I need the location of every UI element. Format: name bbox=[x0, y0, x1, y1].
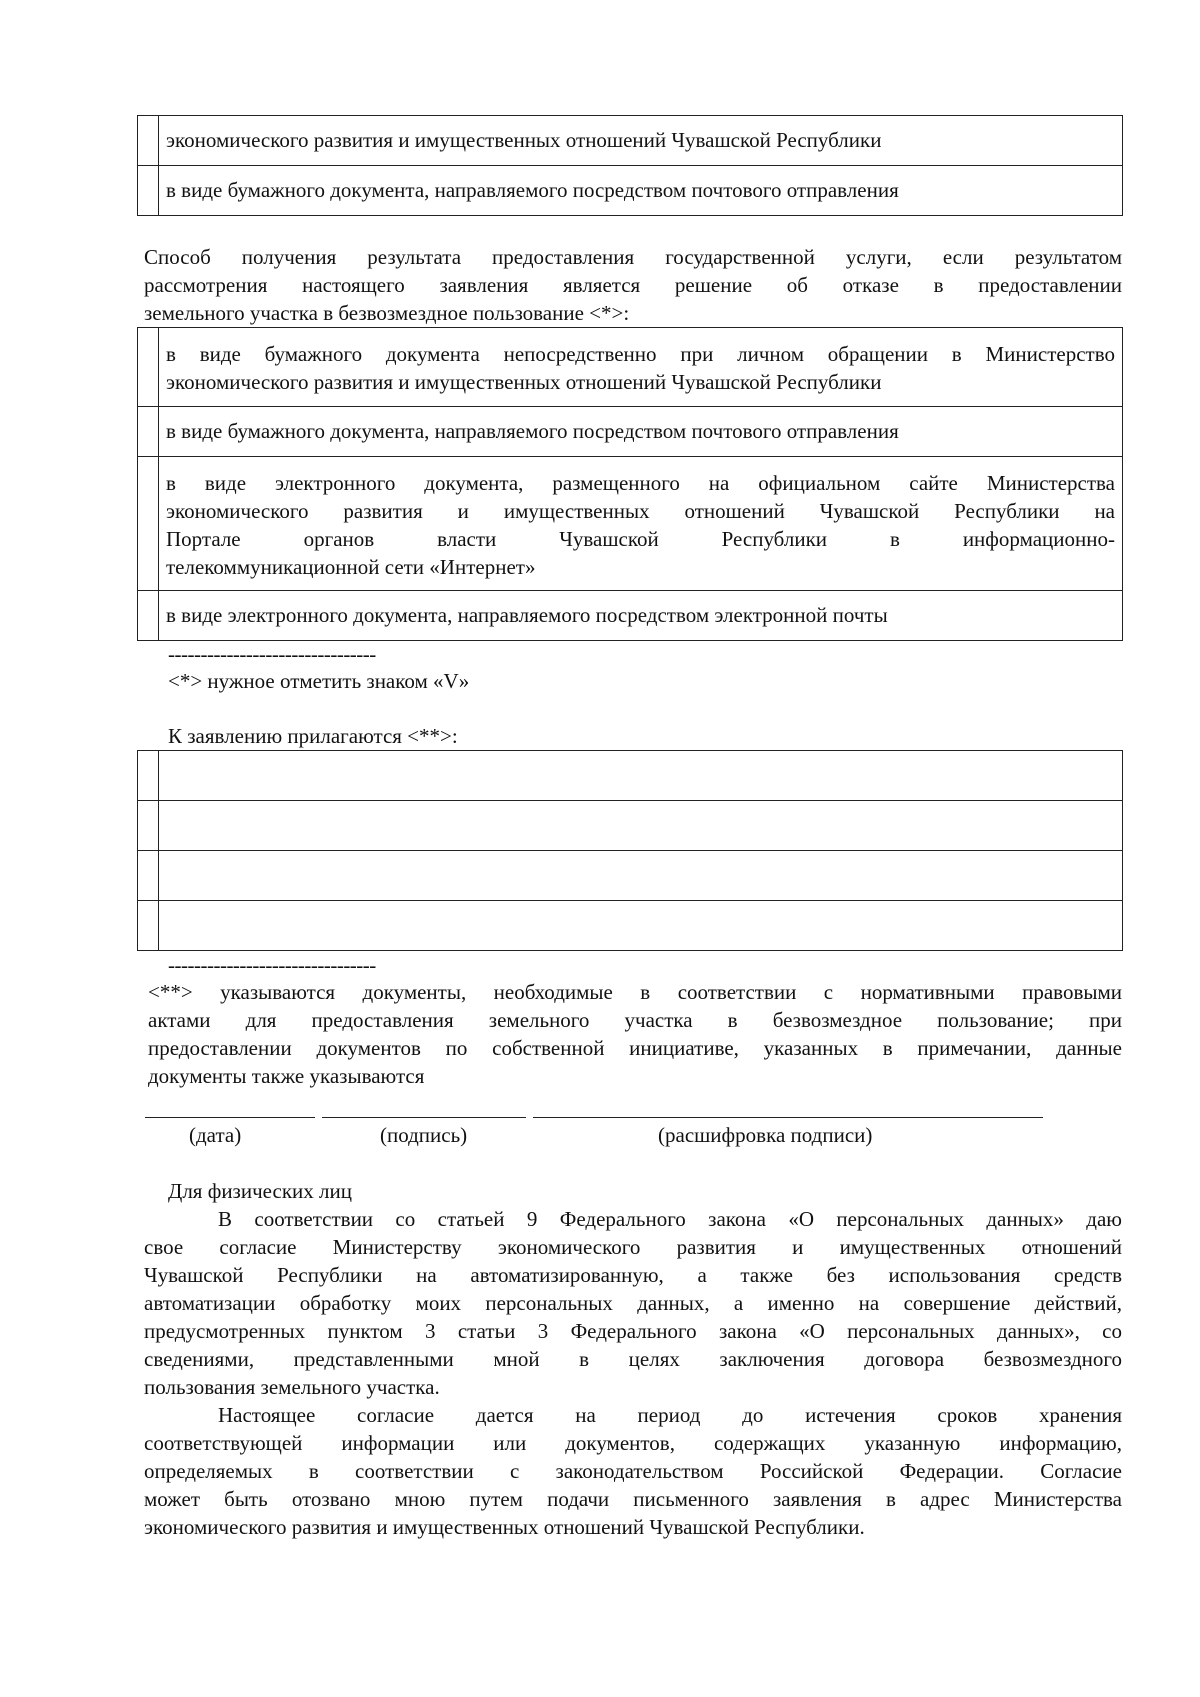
footnote-line: актами для предоставления земельного участка в безвозмездное пользование; при bbox=[148, 1008, 1122, 1032]
individuals-heading: Для физических лиц bbox=[168, 1179, 352, 1203]
date-caption: (дата) bbox=[189, 1123, 242, 1147]
consent-line: экономического развития и имущественных отношений Чувашской Республики. bbox=[144, 1515, 865, 1539]
footnote-check-mark: <*> нужное отметить знаком «V» bbox=[168, 669, 470, 693]
option-text: в виде бумажного документа, направляемого посредством почтового отправления bbox=[159, 407, 1123, 457]
consent-line: сведениями, представленными мной в целях заключения договора безвозмездного bbox=[144, 1347, 1122, 1371]
checkbox-cell[interactable] bbox=[138, 801, 159, 851]
checkbox-cell[interactable] bbox=[138, 751, 159, 801]
option-line: телекоммуникационной сети «Интернет» bbox=[166, 555, 536, 579]
result-method-options-table bbox=[137, 327, 1123, 641]
intro-line: рассмотрения настоящего заявления является решение об отказе в предоставлении bbox=[144, 273, 1122, 297]
option-line: в виде бумажного документа непосредственно при личном обращении в Министерство bbox=[166, 342, 1115, 366]
attachments-label: К заявлению прилагаются <**>: bbox=[168, 724, 458, 748]
signature-line bbox=[322, 1117, 526, 1118]
checkbox-cell[interactable] bbox=[138, 166, 159, 216]
option-text: в виде бумажного документа, направляемого посредством почтового отправления bbox=[159, 166, 1123, 216]
date-line bbox=[145, 1117, 315, 1118]
result-method-intro bbox=[144, 243, 1122, 327]
option-text bbox=[159, 457, 1123, 591]
consent-line: предусмотренных пунктом 3 статьи 3 Федерального закона «О персональных данных», со bbox=[144, 1319, 1122, 1343]
footnote-line: предоставлении документов по собственной инициативе, указанных в примечании, данные bbox=[148, 1036, 1122, 1060]
table-row bbox=[138, 407, 1123, 457]
checkbox-cell[interactable] bbox=[138, 116, 159, 166]
consent-line: автоматизации обработку моих персональных данных, а именно на совершение действий, bbox=[144, 1291, 1122, 1315]
intro-line: Способ получения результата предоставления государственной услуги, если результатом bbox=[144, 245, 1122, 269]
footnote-separator: -------------------------------- bbox=[168, 953, 376, 977]
option-line: Портале органов власти Чувашской Республики в информационно- bbox=[166, 527, 1115, 551]
consent-line: может быть отозвано мною путем подачи письменного заявления в адрес Министерства bbox=[144, 1487, 1122, 1511]
attachment-entry-cell[interactable] bbox=[159, 901, 1123, 951]
table-row bbox=[138, 901, 1123, 951]
attachment-entry-cell[interactable] bbox=[159, 751, 1123, 801]
footnote-attachments bbox=[148, 978, 1122, 1090]
consent-paragraph-1 bbox=[144, 1205, 1122, 1401]
consent-line: определяемых в соответствии с законодательством Российской Федерации. Согласие bbox=[144, 1459, 1122, 1483]
option-line: экономического развития и имущественных отношений Чувашской Республики на bbox=[166, 499, 1115, 523]
checkbox-cell[interactable] bbox=[138, 901, 159, 951]
option-line: в виде электронного документа, размещенного на официальном сайте Министерства bbox=[166, 471, 1115, 495]
option-text bbox=[159, 328, 1123, 407]
table-row bbox=[138, 116, 1123, 166]
option-text: в виде электронного документа, направляемого посредством электронной почты bbox=[159, 591, 1123, 641]
table-row bbox=[138, 751, 1123, 801]
intro-line: земельного участка в безвозмездное пользование <*>: bbox=[144, 301, 630, 325]
table-row bbox=[138, 591, 1123, 641]
consent-line: свое согласие Министерству экономического развития и имущественных отношений bbox=[144, 1235, 1122, 1259]
table-row bbox=[138, 801, 1123, 851]
table-row bbox=[138, 851, 1123, 901]
attachment-entry-cell[interactable] bbox=[159, 851, 1123, 901]
attachment-entry-cell[interactable] bbox=[159, 801, 1123, 851]
signature-decode-caption: (расшифровка подписи) bbox=[658, 1123, 873, 1147]
table-row bbox=[138, 457, 1123, 591]
consent-line: В соответствии со статьей 9 Федерального закона «О персональных данных» даю bbox=[218, 1207, 1122, 1231]
footnote-line: документы также указываются bbox=[148, 1064, 425, 1088]
footnote-line: <**> указываются документы, необходимые в соответствии с нормативными правовыми bbox=[148, 980, 1122, 1004]
consent-paragraph-2 bbox=[144, 1401, 1122, 1541]
checkbox-cell[interactable] bbox=[138, 457, 159, 591]
checkbox-cell[interactable] bbox=[138, 591, 159, 641]
checkbox-cell[interactable] bbox=[138, 328, 159, 407]
option-line: экономического развития и имущественных отношений Чувашской Республики bbox=[166, 370, 882, 394]
table-row bbox=[138, 328, 1123, 407]
consent-line: Настоящее согласие дается на период до истечения сроков хранения bbox=[218, 1403, 1122, 1427]
table-row bbox=[138, 166, 1123, 216]
signature-decode-line bbox=[533, 1117, 1043, 1118]
delivery-options-table-top bbox=[137, 115, 1123, 216]
attachments-table bbox=[137, 750, 1123, 951]
footnote-separator: -------------------------------- bbox=[168, 642, 376, 666]
consent-line: пользования земельного участка. bbox=[144, 1375, 440, 1399]
checkbox-cell[interactable] bbox=[138, 851, 159, 901]
consent-line: Чувашской Республики на автоматизированную, а также без использования средств bbox=[144, 1263, 1122, 1287]
option-text: экономического развития и имущественных отношений Чувашской Республики bbox=[159, 116, 1123, 166]
signature-caption: (подпись) bbox=[380, 1123, 468, 1147]
consent-line: соответствующей информации или документов, содержащих указанную информацию, bbox=[144, 1431, 1122, 1455]
checkbox-cell[interactable] bbox=[138, 407, 159, 457]
